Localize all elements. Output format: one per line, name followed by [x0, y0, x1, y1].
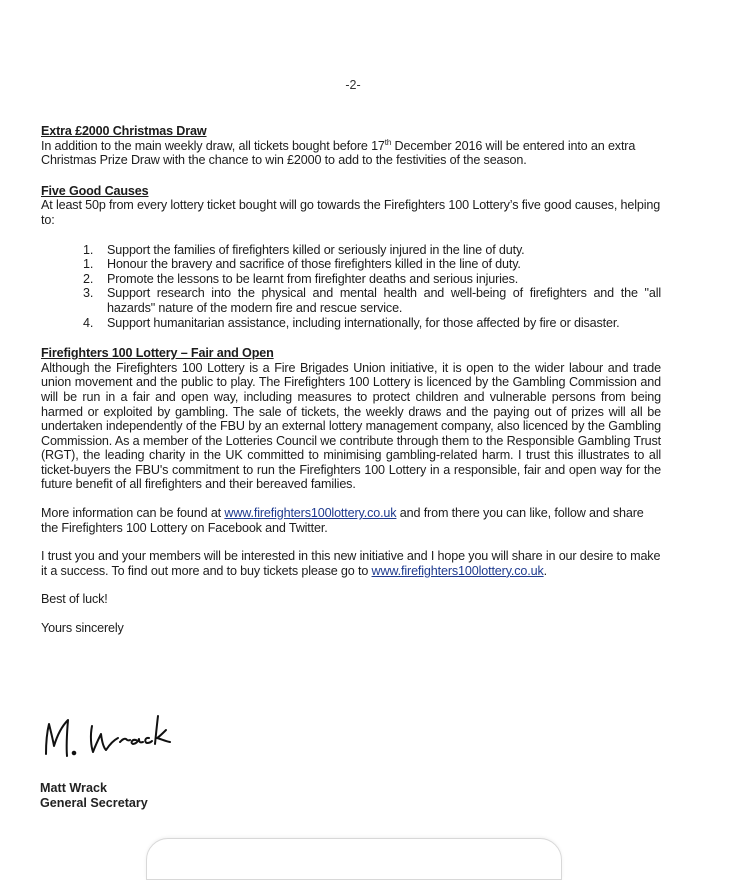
signer-title: General Secretary	[40, 796, 148, 810]
page-number: -2-	[345, 78, 361, 92]
heading-fair-and-open: Firefighters 100 Lottery – Fair and Open	[41, 346, 274, 361]
paragraph-causes-intro: At least 50p from every lottery ticket bought will go towards the Firefighters 100 Lottery’s five good causes, helping to:	[41, 198, 661, 227]
website-link[interactable]: www.firefighters100lottery.co.uk	[224, 506, 397, 521]
paragraph-trust: I trust you and your members will be interested in this new initiative and I hope you will share in our desire to make it a success. To find out more and to buy tickets please go to www.firefighters100lottery.co.uk.	[41, 549, 661, 578]
heading-christmas-draw: Extra £2000 Christmas Draw	[41, 124, 207, 138]
letter-body	[41, 124, 661, 636]
causes-list	[41, 243, 661, 331]
website-link-tickets[interactable]: www.firefighters100lottery.co.uk	[371, 563, 544, 578]
signer-name: Matt Wrack	[40, 781, 107, 795]
sign-off: Yours sincerely	[41, 621, 124, 636]
paragraph-christmas-draw: In addition to the main weekly draw, all tickets bought before 17th December 2016 will be entered into an extra Christmas Prize Draw with the chance to win £2000 to add to the festivities of the season.	[41, 137, 636, 168]
closing-wish: Best of luck!	[41, 592, 108, 607]
list-item: 3. Support research into the physical and mental health and well-being of firefighters and the "all hazards" nature of the modern fire and rescue service.	[83, 286, 661, 315]
bottom-sheet-panel[interactable]	[146, 838, 562, 880]
heading-five-good-causes: Five Good Causes	[41, 183, 149, 198]
signature-icon	[40, 712, 190, 772]
handwritten-signature	[40, 712, 190, 772]
signer-block	[40, 781, 148, 811]
list-item: 1. Support the families of firefighters killed or seriously injured in the line of duty.	[83, 242, 525, 257]
list-item: 2. Promote the lessons to be learnt from firefighter deaths and serious injuries.	[83, 271, 519, 286]
list-item: 1. Honour the bravery and sacrifice of those firefighters killed in the line of duty.	[83, 257, 521, 272]
paragraph-more-info: More information can be found at www.firefighters100lottery.co.uk and from there you can like, follow and share the Firefighters 100 Lottery on Facebook and Twitter.	[41, 506, 644, 535]
paragraph-fair-and-open: Although the Firefighters 100 Lottery is a Fire Brigades Union initiative, it is open to the wider labour and trade union movement and the public to play. The Firefighters 100 Lottery is licenced by the Gambling Commission and will be run in a fair and open way, including measures to protect children and vulnerable persons from being harmed or exploited by gambling. The sale of tickets, the weekly draws and the paying out of prizes will all be undertaken independently of the FBU by an external lottery management company, also licenced by the Gambling Commission. As a member of the Lotteries Council we contribute through them to the Responsible Gambling Trust (RGT), the leading charity in the UK committed to minimising gambling-related harm. I trust this illustrates to all ticket-buyers the FBU's commitment to run the Firefighters 100 Lottery in a responsible, fair and open way for the future benefit of all firefighters and their bereaved families.	[41, 360, 661, 492]
list-item: 4. Support humanitarian assistance, including internationally, for those affected by fire or disaster.	[83, 315, 620, 330]
